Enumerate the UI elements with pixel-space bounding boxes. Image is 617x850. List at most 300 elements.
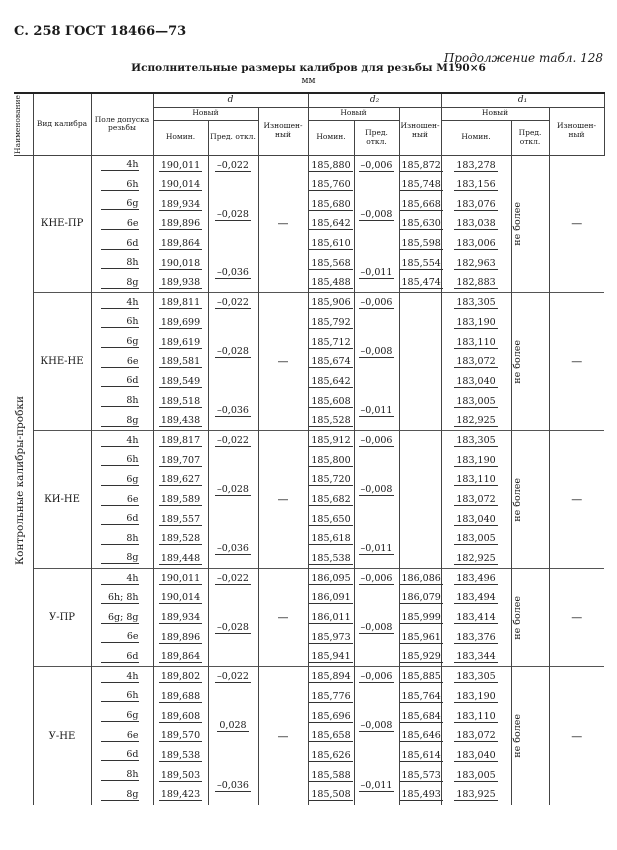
tolerance-value: 6e xyxy=(101,494,139,506)
d2-deviation-value: –0,011 xyxy=(360,267,393,279)
d-nominal-value: 189,707 xyxy=(160,454,201,466)
tolerance-value: 4h xyxy=(101,435,139,447)
d2-deviation-cell xyxy=(354,253,399,292)
d2-worn-value: 185,630 xyxy=(401,218,441,230)
d2-nominal-value: 185,610 xyxy=(311,238,351,250)
d2-nominal-cell xyxy=(308,568,354,588)
d1-nominal-value: 183,414 xyxy=(456,612,496,624)
tolerance-value: 8g xyxy=(101,789,139,801)
d2-worn-value: 185,961 xyxy=(401,631,441,643)
d1-nominal-value: 183,038 xyxy=(456,218,496,230)
table-row xyxy=(14,293,604,313)
d2-deviation-value: –0,006 xyxy=(360,435,393,447)
d-nominal-cell xyxy=(153,549,208,569)
d1-nominal-cell xyxy=(441,450,511,470)
d2-nominal-cell xyxy=(308,372,354,392)
d2-deviation-cell xyxy=(354,155,399,175)
d2-nominal-cell xyxy=(308,450,354,470)
header-d2-new: Новый xyxy=(308,107,399,120)
tolerance-value: 8h xyxy=(101,395,139,407)
d-nominal-value: 189,627 xyxy=(160,474,201,486)
d1-nominal-cell xyxy=(441,490,511,510)
d2-nominal-value: 185,973 xyxy=(311,631,351,643)
d1-nominal-cell xyxy=(441,746,511,766)
d-deviation-value: –0,036 xyxy=(217,267,249,279)
d1-nominal-value: 183,072 xyxy=(456,356,496,368)
tolerance-value: 4h xyxy=(101,297,139,309)
d2-deviation-cell xyxy=(354,588,399,667)
d2-deviation-cell xyxy=(354,765,399,804)
d1-nominal-cell xyxy=(441,509,511,529)
d2-worn-cell xyxy=(399,470,441,490)
d2-deviation-value: –0,006 xyxy=(360,297,393,309)
d1-nominal-cell xyxy=(441,352,511,372)
d2-nominal-cell xyxy=(308,628,354,648)
d1-nominal-value: 183,190 xyxy=(456,454,496,466)
d2-worn-cell xyxy=(399,431,441,451)
d2-nominal-cell xyxy=(308,726,354,746)
tolerance-cell xyxy=(91,568,153,588)
d-nominal-cell xyxy=(153,352,208,372)
d2-nominal-cell xyxy=(308,490,354,510)
d-nominal-value: 189,438 xyxy=(160,415,201,427)
d2-nominal-value: 185,488 xyxy=(311,277,351,289)
d2-deviation-value: –0,008 xyxy=(360,720,393,732)
d-nominal-cell xyxy=(153,234,208,254)
d-nominal-value: 189,934 xyxy=(160,612,201,624)
d-deviation-value: –0,022 xyxy=(217,297,249,309)
d1-nominal-value: 183,344 xyxy=(456,651,496,663)
d2-deviation-value: –0,008 xyxy=(360,484,393,496)
d1-nominal-cell xyxy=(441,470,511,490)
d-nominal-cell xyxy=(153,568,208,588)
tolerance-cell xyxy=(91,175,153,195)
d2-worn-cell xyxy=(399,608,441,628)
d-deviation-cell xyxy=(208,667,258,687)
d2-nominal-value: 185,658 xyxy=(311,730,351,742)
d-nominal-cell xyxy=(153,391,208,411)
d-nominal-cell xyxy=(153,431,208,451)
d2-nominal-value: 185,608 xyxy=(311,395,351,407)
d2-worn-cell xyxy=(399,194,441,214)
header-d2: d₂ xyxy=(308,93,441,107)
header-tolerance-field: Поле допуска резьбы xyxy=(91,93,153,155)
d2-worn-value: 185,668 xyxy=(401,198,441,210)
d-nominal-cell xyxy=(153,293,208,313)
d2-nominal-value: 185,680 xyxy=(311,198,351,210)
d-nominal-cell xyxy=(153,588,208,608)
d-nominal-value: 189,503 xyxy=(160,769,201,781)
d1-deviation-note: не более xyxy=(511,477,523,522)
d-nominal-value: 189,589 xyxy=(160,494,201,506)
d2-worn-cell xyxy=(399,509,441,529)
d-nominal-cell xyxy=(153,214,208,234)
d-nominal-value: 189,619 xyxy=(160,336,201,348)
d2-worn-cell xyxy=(399,549,441,569)
d2-deviation-cell xyxy=(354,667,399,687)
tolerance-value: 6h; 8h xyxy=(101,592,139,604)
d2-worn-cell xyxy=(399,667,441,687)
d-deviation-cell xyxy=(208,568,258,588)
tolerance-value: 4h xyxy=(101,159,139,171)
d2-worn-value: 185,999 xyxy=(401,612,441,624)
d2-nominal-value: 185,626 xyxy=(311,749,351,761)
d2-deviation-value: –0,011 xyxy=(360,779,393,791)
tolerance-cell xyxy=(91,332,153,352)
d2-deviation-value: –0,011 xyxy=(360,543,393,554)
d1-nominal-value: 183,006 xyxy=(456,238,496,250)
d2-deviation-value: –0,011 xyxy=(360,405,393,417)
d2-worn-value: 185,885 xyxy=(401,671,441,683)
d-worn-cell: — xyxy=(258,155,308,293)
d1-worn-cell: — xyxy=(549,155,604,293)
d1-nominal-value: 183,156 xyxy=(456,179,496,191)
d-deviation-value: –0,028 xyxy=(217,208,249,220)
d2-nominal-cell xyxy=(308,332,354,352)
d2-nominal-value: 185,792 xyxy=(311,316,351,328)
d2-worn-cell xyxy=(399,293,441,313)
tolerance-value: 6g xyxy=(101,198,139,210)
d2-deviation-value: –0,006 xyxy=(360,671,393,683)
tolerance-value: 4h xyxy=(101,573,139,585)
d-nominal-value: 189,811 xyxy=(160,297,201,309)
d-deviation-value: –0,036 xyxy=(217,779,249,791)
tolerance-cell xyxy=(91,194,153,214)
header-d1-new: Новый xyxy=(441,107,549,120)
tolerance-cell xyxy=(91,628,153,648)
d2-worn-cell xyxy=(399,628,441,648)
d-nominal-value: 189,528 xyxy=(160,533,201,545)
header-d1-worn: Изношен-ный xyxy=(549,107,604,155)
d2-nominal-value: 185,800 xyxy=(311,454,351,466)
gauge-type-cell: КНЕ-НЕ xyxy=(33,293,91,431)
tolerance-cell xyxy=(91,509,153,529)
d2-worn-cell xyxy=(399,529,441,549)
d1-nominal-cell xyxy=(441,214,511,234)
tolerance-cell xyxy=(91,273,153,293)
header-d-nominal: Номин. xyxy=(153,120,208,155)
d2-nominal-cell xyxy=(308,253,354,273)
d2-deviation-value: –0,008 xyxy=(360,346,393,358)
tolerance-value: 4h xyxy=(101,671,139,683)
tolerance-cell xyxy=(91,726,153,746)
d2-deviation-cell xyxy=(354,391,399,430)
d2-nominal-cell xyxy=(308,529,354,549)
tolerance-value: 6h xyxy=(101,454,139,466)
d1-nominal-cell xyxy=(441,194,511,214)
tolerance-cell xyxy=(91,687,153,707)
d-worn-cell: — xyxy=(258,667,308,805)
d2-nominal-cell xyxy=(308,667,354,687)
d2-nominal-cell xyxy=(308,214,354,234)
d2-nominal-value: 185,642 xyxy=(311,375,351,387)
tolerance-value: 6h xyxy=(101,179,139,191)
tolerance-value: 6d xyxy=(101,513,139,525)
table-body xyxy=(14,155,604,805)
d1-nominal-cell xyxy=(441,372,511,392)
d-deviation-cell xyxy=(208,765,258,804)
d-deviation-cell xyxy=(208,253,258,292)
header-d2-worn: Изношен-ный xyxy=(399,107,441,155)
tolerance-cell xyxy=(91,411,153,431)
d-nominal-value: 189,864 xyxy=(160,651,201,663)
d-nominal-value: 189,864 xyxy=(160,238,201,250)
d1-nominal-value: 183,190 xyxy=(456,690,496,702)
d-nominal-cell xyxy=(153,628,208,648)
d-nominal-value: 190,014 xyxy=(160,179,201,191)
d1-nominal-cell xyxy=(441,253,511,273)
header-d1: d₁ xyxy=(441,93,604,107)
d2-nominal-cell xyxy=(308,765,354,785)
d2-nominal-value: 185,776 xyxy=(311,690,351,702)
d2-nominal-cell xyxy=(308,431,354,451)
d-nominal-cell xyxy=(153,667,208,687)
d-deviation-value: –0,022 xyxy=(217,573,249,585)
d2-nominal-value: 185,941 xyxy=(311,651,351,663)
d1-nominal-cell xyxy=(441,667,511,687)
d2-worn-value: 185,748 xyxy=(401,179,441,191)
d1-nominal-value: 183,005 xyxy=(456,769,496,781)
d2-nominal-value: 185,894 xyxy=(311,671,351,683)
d1-nominal-value: 183,110 xyxy=(456,710,496,722)
d-nominal-value: 189,581 xyxy=(160,356,201,368)
tolerance-value: 6g xyxy=(101,710,139,722)
d1-nominal-value: 183,305 xyxy=(456,297,496,309)
d1-nominal-cell xyxy=(441,391,511,411)
d2-nominal-value: 185,720 xyxy=(311,474,351,486)
d-nominal-value: 189,518 xyxy=(160,395,201,407)
d2-nominal-value: 185,618 xyxy=(311,533,351,545)
d1-worn-cell: — xyxy=(549,431,604,569)
d2-nominal-cell xyxy=(308,273,354,293)
tolerance-cell xyxy=(91,588,153,608)
d2-nominal-cell xyxy=(308,391,354,411)
header-d2-nominal: Номин. xyxy=(308,120,354,155)
table-row xyxy=(14,155,604,175)
tolerance-value: 6e xyxy=(101,356,139,368)
tolerance-value: 6e xyxy=(101,730,139,742)
d2-worn-cell xyxy=(399,313,441,333)
d-deviation-value: –0,036 xyxy=(217,405,249,417)
d1-deviation-cell xyxy=(511,431,549,569)
d-nominal-value: 189,538 xyxy=(160,749,201,761)
tolerance-value: 6d xyxy=(101,651,139,663)
d1-nominal-cell xyxy=(441,273,511,293)
d1-nominal-cell xyxy=(441,529,511,549)
d2-worn-value: 185,614 xyxy=(401,749,441,761)
d1-nominal-value: 183,005 xyxy=(456,395,496,407)
tolerance-cell xyxy=(91,667,153,687)
d2-nominal-cell xyxy=(308,687,354,707)
d2-nominal-cell xyxy=(308,293,354,313)
d1-nominal-cell xyxy=(441,313,511,333)
tolerance-value: 6g xyxy=(101,474,139,486)
d1-deviation-cell xyxy=(511,667,549,805)
d2-worn-cell xyxy=(399,785,441,805)
d2-nominal-value: 186,011 xyxy=(311,612,351,624)
d2-deviation-cell xyxy=(354,293,399,313)
d2-worn-cell xyxy=(399,687,441,707)
d1-nominal-cell xyxy=(441,687,511,707)
d-worn-cell: — xyxy=(258,568,308,666)
tolerance-value: 8g xyxy=(101,415,139,427)
d1-nominal-cell xyxy=(441,549,511,569)
d-nominal-cell xyxy=(153,490,208,510)
d2-deviation-cell xyxy=(354,687,399,766)
tolerance-cell xyxy=(91,746,153,766)
d2-nominal-value: 185,538 xyxy=(311,552,351,564)
d2-worn-cell xyxy=(399,155,441,175)
d2-nominal-value: 185,760 xyxy=(311,179,351,191)
d2-deviation-cell xyxy=(354,568,399,588)
d2-worn-cell xyxy=(399,214,441,234)
d2-deviation-cell xyxy=(354,431,399,451)
d1-nominal-value: 183,376 xyxy=(456,631,496,643)
d-worn-cell: — xyxy=(258,293,308,431)
tolerance-cell xyxy=(91,529,153,549)
d2-nominal-value: 185,674 xyxy=(311,356,351,368)
tolerance-value: 8h xyxy=(101,257,139,269)
d1-nominal-cell xyxy=(441,293,511,313)
d-deviation-value: –0,036 xyxy=(217,543,249,554)
d-nominal-cell xyxy=(153,726,208,746)
header-d-worn: Изношен-ный xyxy=(258,107,308,155)
d1-nominal-value: 183,278 xyxy=(456,159,496,171)
d-nominal-value: 189,608 xyxy=(160,710,201,722)
d-deviation-cell xyxy=(208,293,258,313)
tolerance-cell xyxy=(91,470,153,490)
d2-worn-value: 185,764 xyxy=(401,690,441,702)
d2-worn-cell xyxy=(399,253,441,273)
d2-nominal-value: 185,712 xyxy=(311,336,351,348)
d2-nominal-value: 185,568 xyxy=(311,257,351,269)
d1-worn-cell: — xyxy=(549,667,604,805)
d2-nominal-value: 186,091 xyxy=(311,592,351,604)
d-nominal-cell xyxy=(153,313,208,333)
group-label-cell xyxy=(14,155,33,805)
tolerance-value: 8h xyxy=(101,533,139,545)
d-nominal-cell xyxy=(153,608,208,628)
d2-nominal-cell xyxy=(308,194,354,214)
d-deviation-cell xyxy=(208,431,258,451)
d2-nominal-value: 185,682 xyxy=(311,494,351,506)
tolerance-cell xyxy=(91,313,153,333)
d2-worn-value: 186,079 xyxy=(401,592,441,604)
gauge-dimensions-table xyxy=(14,92,605,805)
d2-worn-value: 186,086 xyxy=(401,573,441,585)
d2-worn-cell xyxy=(399,175,441,195)
d1-nominal-value: 182,883 xyxy=(456,277,496,289)
d-nominal-value: 189,699 xyxy=(160,316,201,328)
tolerance-cell xyxy=(91,155,153,175)
d2-deviation-cell xyxy=(354,313,399,392)
d1-deviation-note: не более xyxy=(511,202,523,246)
tolerance-value: 6d xyxy=(101,238,139,250)
d-nominal-cell xyxy=(153,706,208,726)
d1-nominal-cell xyxy=(441,431,511,451)
d-nominal-value: 189,896 xyxy=(160,218,201,230)
d2-nominal-cell xyxy=(308,313,354,333)
d-nominal-cell xyxy=(153,470,208,490)
d-nominal-value: 190,011 xyxy=(160,573,201,585)
d-nominal-value: 189,896 xyxy=(160,631,201,643)
table-continuation-label: Продолжение табл. 128 xyxy=(443,51,603,65)
d2-deviation-value: –0,006 xyxy=(360,573,393,585)
d-nominal-value: 189,423 xyxy=(160,789,201,801)
d-deviation-cell xyxy=(208,175,258,254)
d2-worn-cell xyxy=(399,450,441,470)
d1-worn-cell: — xyxy=(549,568,604,666)
d2-nominal-cell xyxy=(308,706,354,726)
d2-worn-value: 185,474 xyxy=(401,277,441,289)
d2-nominal-value: 185,650 xyxy=(311,513,351,525)
d2-worn-value: 185,872 xyxy=(401,159,441,171)
d-deviation-value: 0,028 xyxy=(219,720,247,732)
tolerance-value: 6g xyxy=(101,336,139,348)
d-nominal-cell xyxy=(153,509,208,529)
d1-nominal-cell xyxy=(441,175,511,195)
table-title: Исполнительные размеры калибров для резьбы М190×6 xyxy=(131,62,486,74)
d2-nominal-cell xyxy=(308,352,354,372)
d1-nominal-value: 183,190 xyxy=(456,316,496,328)
d-deviation-cell xyxy=(208,313,258,392)
d1-nominal-value: 183,076 xyxy=(456,198,496,210)
d-nominal-cell xyxy=(153,765,208,785)
d1-nominal-cell xyxy=(441,411,511,431)
d2-worn-cell xyxy=(399,588,441,608)
d-nominal-value: 190,014 xyxy=(160,592,201,604)
d-deviation-value: –0,022 xyxy=(217,671,249,683)
d1-deviation-cell xyxy=(511,568,549,666)
d-deviation-cell xyxy=(208,155,258,175)
tolerance-cell xyxy=(91,372,153,392)
tolerance-cell xyxy=(91,549,153,569)
d2-nominal-value: 185,906 xyxy=(311,297,351,309)
d2-nominal-cell xyxy=(308,647,354,667)
d-nominal-value: 189,557 xyxy=(160,513,201,525)
d2-nominal-cell xyxy=(308,588,354,608)
d-deviation-value: –0,022 xyxy=(217,435,249,447)
tolerance-cell xyxy=(91,253,153,273)
d2-worn-value: 185,684 xyxy=(401,710,441,722)
d-nominal-cell xyxy=(153,785,208,805)
d1-nominal-value: 183,040 xyxy=(456,513,496,525)
unit-label: мм xyxy=(301,76,316,86)
page-header: С. 258 ГОСТ 18466—73 xyxy=(14,24,187,39)
d-nominal-cell xyxy=(153,194,208,214)
d2-deviation-cell xyxy=(354,450,399,529)
tolerance-value: 8g xyxy=(101,552,139,564)
d1-nominal-cell xyxy=(441,706,511,726)
header-d1-deviation: Пред. откл. xyxy=(511,120,549,155)
d2-nominal-cell xyxy=(308,470,354,490)
tolerance-cell xyxy=(91,293,153,313)
d1-nominal-value: 183,305 xyxy=(456,671,496,683)
d2-nominal-cell xyxy=(308,155,354,175)
d2-nominal-value: 185,588 xyxy=(311,769,351,781)
d-nominal-cell xyxy=(153,372,208,392)
d-nominal-cell xyxy=(153,155,208,175)
d1-nominal-value: 183,005 xyxy=(456,533,496,545)
d1-nominal-value: 183,925 xyxy=(456,789,496,801)
tolerance-cell xyxy=(91,214,153,234)
d-worn-cell: — xyxy=(258,431,308,569)
header-name: Наименование xyxy=(14,93,33,155)
d2-nominal-cell xyxy=(308,746,354,766)
d1-nominal-value: 182,925 xyxy=(456,552,496,564)
tolerance-cell xyxy=(91,490,153,510)
group-label: Контрольные калибры-пробки xyxy=(14,395,26,565)
